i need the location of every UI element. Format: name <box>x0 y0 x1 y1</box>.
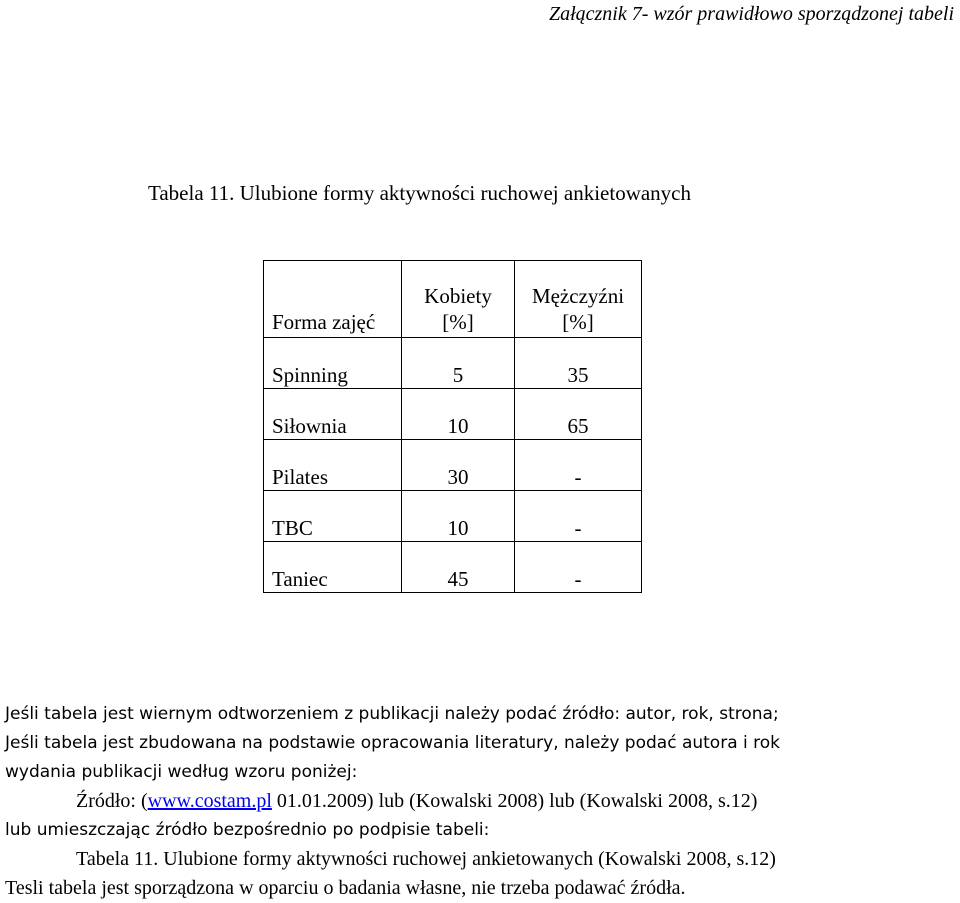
table-cell-women: 45 <box>402 542 515 593</box>
source-prefix: Źródło: ( <box>76 790 148 812</box>
table-cell-men: 65 <box>515 389 642 440</box>
table-header-row <box>264 261 642 338</box>
header-cell-kobiety <box>402 261 515 338</box>
table-row <box>264 389 642 440</box>
table-cell-activity: Taniec <box>264 542 402 593</box>
header-mezczyzni-line2: [%] <box>562 309 594 334</box>
table-cell-activity: Siłownia <box>264 389 402 440</box>
header-cell-mezczyzni <box>515 261 642 338</box>
table-cell-women: 10 <box>402 491 515 542</box>
note-line-1: Jeśli tabela jest wiernym odtworzeniem z publikacji należy podać źródło: autor, rok, strona; <box>5 704 779 724</box>
table-cell-men: - <box>515 542 642 593</box>
table-cell-activity: Spinning <box>264 338 402 389</box>
table-cell-activity: Pilates <box>264 440 402 491</box>
caption-example-line: Tabela 11. Ulubione formy aktywności ruchowej ankietowanych (Kowalski 2008, s.12) <box>76 848 776 870</box>
table-cell-men: 35 <box>515 338 642 389</box>
source-example-line <box>5 787 955 816</box>
table-cell-men: - <box>515 491 642 542</box>
source-suffix: 01.01.2009) lub (Kowalski 2008) lub (Kowalski 2008, s.12) <box>271 790 758 812</box>
table-row <box>264 542 642 593</box>
table-cell-women: 30 <box>402 440 515 491</box>
table-cell-activity: TBC <box>264 491 402 542</box>
table-caption: Tabela 11. Ulubione formy aktywności ruchowej ankietowanych <box>148 181 692 205</box>
note-line-2: Jeśli tabela jest zbudowana na podstawie opracowania literatury, należy podać autora i rok <box>5 733 781 753</box>
data-table <box>263 260 642 593</box>
header-kobiety-line2: [%] <box>442 309 474 334</box>
table-cell-women: 5 <box>402 338 515 389</box>
table-cell-men: - <box>515 440 642 491</box>
table-row <box>264 338 642 389</box>
header-forma-label: Forma zajęć <box>272 309 376 334</box>
table-cell-women: 10 <box>402 389 515 440</box>
note-line-5: lub umieszczając źródło bezpośrednio po podpisie tabeli: <box>5 820 490 840</box>
header-kobiety-line1: Kobiety <box>424 283 492 308</box>
source-link[interactable]: www.costam.pl <box>147 790 272 812</box>
attachment-header: Załącznik 7- wzór prawidłowo sporządzonej tabeli <box>548 3 954 25</box>
header-cell-forma <box>264 261 402 338</box>
table-row <box>264 440 642 491</box>
note-line-7: Tesli tabela jest sporządzona w oparciu o badania własne, nie trzeba podawać źródła. <box>5 877 686 899</box>
note-line-3: wydania publikacji według wzoru poniżej: <box>5 762 358 782</box>
table-row <box>264 491 642 542</box>
instructions-block <box>5 700 955 903</box>
header-mezczyzni-line1: Mężczyźni <box>531 283 625 308</box>
